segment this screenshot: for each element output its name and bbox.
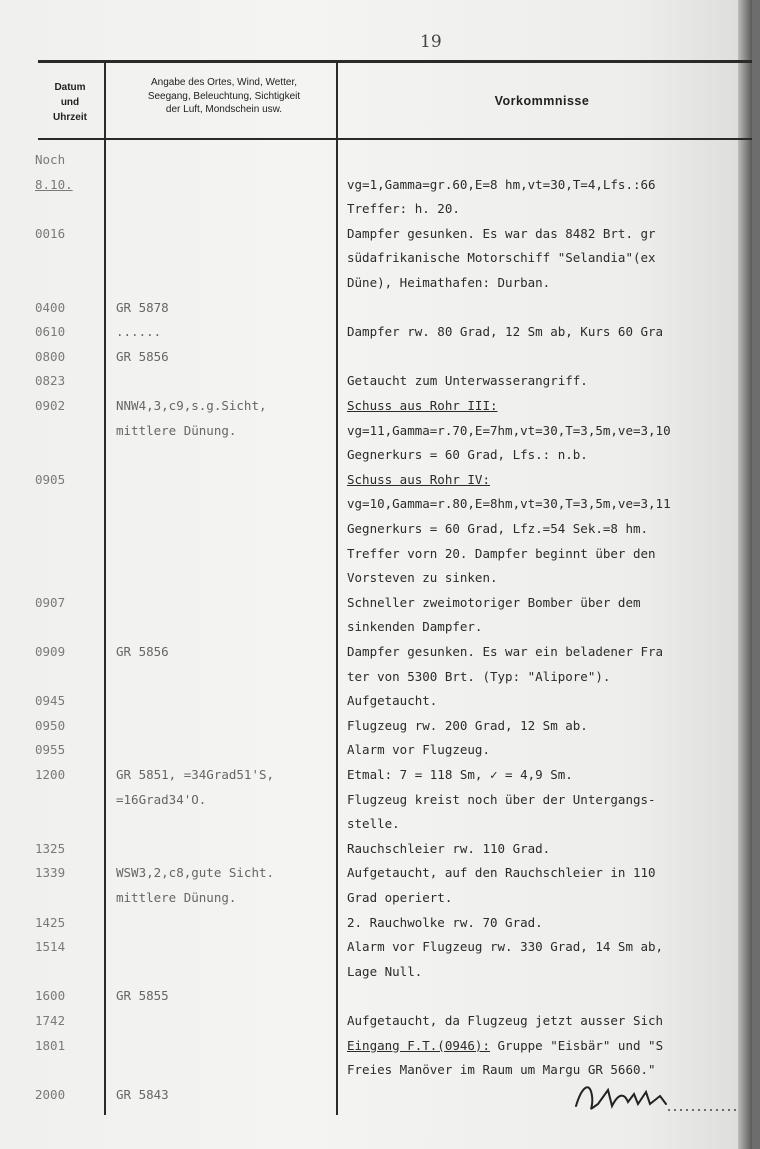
- entry-event: südafrikanische Motorschiff "Selandia"(ex: [347, 250, 656, 266]
- entry-date: Noch: [35, 152, 66, 167]
- entry-date: 1325: [35, 840, 66, 856]
- entry-event: stelle.: [347, 816, 400, 832]
- header-events: Vorkommnisse: [494, 94, 590, 108]
- entry-date: 1339: [35, 865, 66, 881]
- entry-place: mittlere Dünung.: [116, 890, 237, 905]
- radio-message-heading: Eingang F.T.(0946):: [347, 1037, 490, 1053]
- entry-event: Flugzeug kreist noch über der Untergangs-: [347, 791, 656, 807]
- entry-place: GR 5878: [116, 299, 169, 315]
- entry-date: 2000: [35, 1086, 66, 1102]
- entry-place: =16Grad34'O.: [116, 791, 207, 807]
- header-bottom-rule: [38, 138, 752, 140]
- header-place-line: der Luft, Mondschein usw.: [165, 104, 283, 115]
- entry-date: 0800: [35, 348, 66, 364]
- entry-event: Schuss aus Rohr III:: [347, 398, 498, 413]
- entry-event: Schuss aus Rohr IV:: [347, 471, 490, 487]
- entry-place: ......: [116, 324, 162, 340]
- header-place-line: Seegang, Beleuchtung, Sichtigkeit: [147, 90, 301, 102]
- entry-event: Eingang F.T.(0946): Gruppe "Eisbär" und "S: [347, 1037, 664, 1053]
- header-date-line: Datum: [54, 82, 86, 93]
- entry-event: vg=11,Gamma=r.70,E=7hm,vt=30,T=3,5m,ve=3,10: [347, 422, 671, 438]
- entry-event: Treffer vorn 20. Dampfer beginnt über den: [347, 545, 656, 561]
- entry-event: ter von 5300 Brt. (Typ: "Alipore").: [347, 668, 611, 684]
- entry-date: 0016: [35, 225, 66, 241]
- entry-place: NNW4,3,c9,s.g.Sicht,: [116, 398, 267, 413]
- entry-date: 8.10.: [35, 176, 73, 192]
- entry-event: Aufgetaucht, da Flugzeug jetzt ausser Sich: [347, 1013, 664, 1028]
- entry-event: Dampfer gesunken. Es war ein beladener Fra: [347, 644, 664, 659]
- entry-date: 1742: [35, 1013, 66, 1028]
- entry-date: 1200: [35, 767, 66, 782]
- entry-event: Etmal: 7 = 118 Sm, ✓ = 4,9 Sm.: [347, 767, 573, 782]
- entry-event: Treffer: h. 20.: [347, 201, 460, 217]
- entry-place: WSW3,2,c8,gute Sicht.: [116, 865, 275, 881]
- entry-place: GR 5855: [116, 988, 169, 1004]
- entry-date: 0909: [35, 644, 66, 659]
- entry-date: 1801: [35, 1037, 66, 1053]
- column-divider-place: [336, 60, 338, 1115]
- signature-scribble: [568, 1076, 738, 1116]
- entry-event: Aufgetaucht, auf den Rauchschleier in 110: [347, 865, 656, 881]
- entry-event: Flugzeug rw. 200 Grad, 12 Sm ab.: [347, 717, 588, 733]
- page-edge: [738, 0, 752, 1149]
- entry-date: 0902: [35, 398, 66, 413]
- entry-event: Lage Null.: [347, 963, 423, 979]
- entry-date: 0400: [35, 299, 66, 315]
- entry-event: 2. Rauchwolke rw. 70 Grad.: [347, 914, 543, 930]
- header-date-line: und: [60, 97, 80, 108]
- entry-date: 0905: [35, 471, 66, 487]
- entry-date: 0945: [35, 693, 66, 709]
- entry-date: 0823: [35, 373, 66, 389]
- column-divider-date: [104, 60, 106, 1115]
- entry-date: 1600: [35, 988, 66, 1004]
- header-place: [112, 76, 336, 117]
- entry-event: Rauchschleier rw. 110 Grad.: [347, 840, 551, 856]
- entry-place: GR 5856: [116, 644, 169, 659]
- page-number: 19: [420, 32, 442, 52]
- entry-event: Getaucht zum Unterwasserangriff.: [347, 373, 588, 389]
- entry-place: mittlere Dünung.: [116, 422, 237, 438]
- header-date-line: Uhrzeit: [53, 112, 87, 123]
- header-date: [38, 80, 102, 125]
- entry-event: Aufgetaucht.: [347, 693, 438, 709]
- entry-event: Dampfer gesunken. Es war das 8482 Brt. gr: [347, 225, 656, 241]
- entry-event: Dampfer rw. 80 Grad, 12 Sm ab, Kurs 60 Gra: [347, 324, 664, 340]
- entry-event: Gegnerkurs = 60 Grad, Lfz.=54 Sek.=8 hm.: [347, 521, 649, 536]
- entry-place: GR 5851, =34Grad51'S,: [116, 767, 275, 782]
- entry-event: vg=10,Gamma=r.80,E=8hm,vt=30,T=3,5m,ve=3,11: [347, 496, 671, 512]
- entry-event: Grad operiert.: [347, 890, 453, 905]
- entry-event: Alarm vor Flugzeug.: [347, 742, 490, 758]
- entry-event: Düne), Heimathafen: Durban.: [347, 275, 551, 290]
- entry-event: Schneller zweimotoriger Bomber über dem: [347, 594, 641, 610]
- entry-date: 0907: [35, 594, 66, 610]
- entry-date: 1514: [35, 939, 66, 955]
- header-top-rule: [38, 60, 752, 63]
- header-place-line: Angabe des Ortes, Wind, Wetter,: [151, 77, 297, 88]
- entry-date: 1425: [35, 914, 66, 930]
- entry-date: 0610: [35, 324, 66, 340]
- entry-date: 0950: [35, 717, 66, 733]
- entry-place: GR 5856: [116, 348, 169, 364]
- entry-place: GR 5843: [116, 1086, 169, 1102]
- entry-event: sinkenden Dampfer.: [347, 619, 483, 635]
- entry-event: Alarm vor Flugzeug rw. 330 Grad, 14 Sm ab,: [347, 939, 664, 955]
- entry-date: 0955: [35, 742, 66, 758]
- entry-event: vg=1,Gamma=gr.60,E=8 hm,vt=30,T=4,Lfs.:66: [347, 176, 656, 192]
- entry-event: Vorsteven zu sinken.: [347, 570, 498, 586]
- entry-event: Gegnerkurs = 60 Grad, Lfs.: n.b.: [347, 447, 588, 463]
- entry-event: Freies Manöver im Raum um Margu GR 5660.": [347, 1062, 656, 1078]
